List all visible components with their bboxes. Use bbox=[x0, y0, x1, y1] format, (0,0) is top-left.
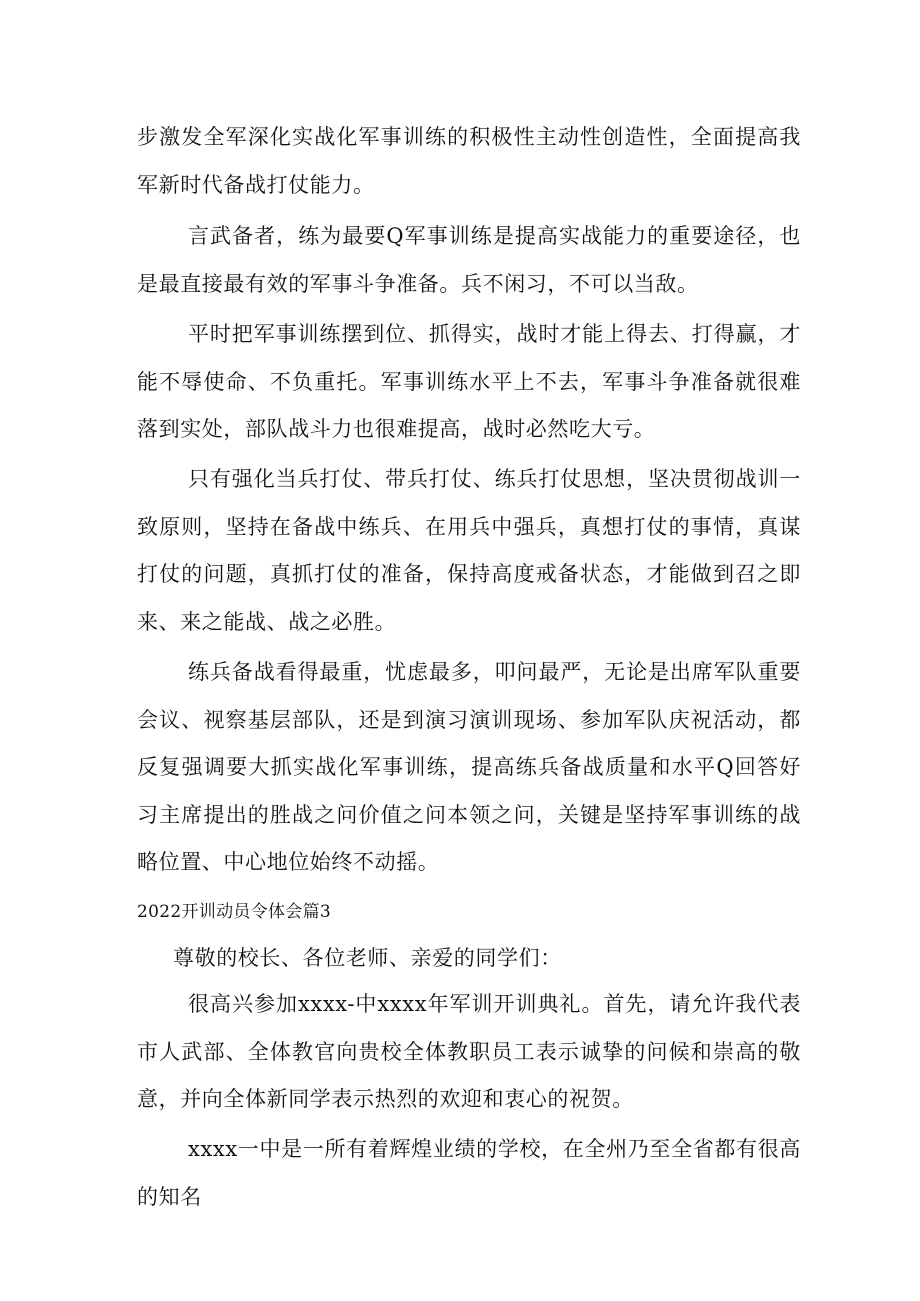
paragraph-1: 步激发全军深化实战化军事训练的积极性主动性创造性，全面提高我军新时代备战打仗能力。 bbox=[137, 125, 801, 197]
speech-paragraph-1: 很高兴参加xxxx-中xxxx年军训开训典礼。首先，请允许我代表市人武部、全体教官向贵校全体教职员工表示诚挚的问候和崇高的敬意，并向全体新同学表示热烈的欢迎和衷心的祝贺。 bbox=[137, 992, 801, 1111]
paragraph-2: 言武备者，练为最要Q军事训练是提高实战能力的重要途径，也是最直接最有效的军事斗争准备。兵不闲习，不可以当敌。 bbox=[137, 224, 801, 296]
paragraph-4: 只有强化当兵打仗、带兵打仗、练兵打仗思想，坚决贯彻战训一致原则，坚持在备战中练兵、在用兵中强兵，真想打仗的事情，真谋打仗的问题，真抓打仗的准备，保持高度戒备状态，才能做到召之即来、来之能战、战之必胜。 bbox=[137, 467, 801, 634]
speech-paragraph-2: xxxx一中是一所有着辉煌业绩的学校，在全州乃至全省都有很高的知名 bbox=[137, 1137, 801, 1209]
section-heading: 2022开训动员令体会篇3 bbox=[137, 902, 331, 922]
paragraph-5: 练兵备战看得最重，忧虑最多，叩问最严，无论是出席军队重要会议、视察基层部队，还是到演习演训现场、参加军队庆祝活动，都反复强调要大抓实战化军事训练，提高练兵备战质量和水平Q回答好习主席提出的胜战之问价值之问本领之问，关键是坚持军事训练的战略位置、中心地位始终不动摇。 bbox=[137, 660, 801, 874]
paragraph-3: 平时把军事训练摆到位、抓得实，战时才能上得去、打得赢，才能不辱使命、不负重托。军事训练水平上不去，军事斗争准备就很难落到实处，部队战斗力也很难提高，战时必然吃大亏。 bbox=[137, 322, 801, 441]
salutation: 尊敬的校长、各位老师、亲爱的同学们： bbox=[173, 946, 562, 970]
